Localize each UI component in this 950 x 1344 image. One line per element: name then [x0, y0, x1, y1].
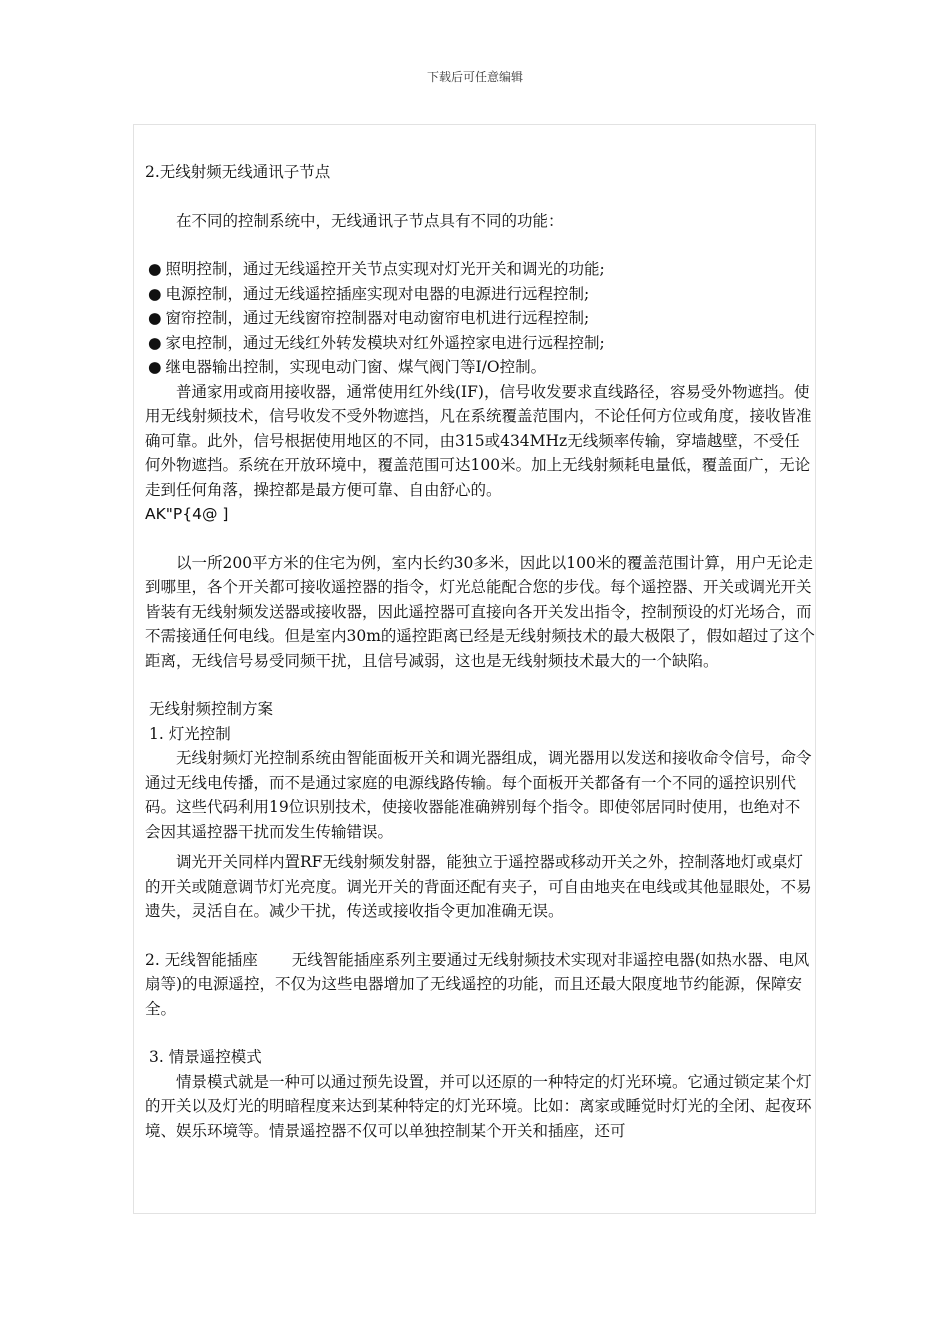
intro-paragraph: 在不同的控制系统中，无线通讯子节点具有不同的功能：	[176, 211, 564, 230]
smart-socket-paragraph: 2. 无线智能插座 无线智能插座系列主要通过无线射频技术实现对非遥控电器(如热水器、电风扇等)的电源遥控，不仅为这些电器增加了无线遥控的功能，而且还最大限度地节约能源，保障安全。	[145, 950, 810, 1018]
paragraph-tail-code: AK"P{4@ ]	[145, 505, 229, 523]
document-body	[145, 160, 815, 1143]
paragraph-receiver: 普通家用或商用接收器，通常使用红外线(IF)，信号收发要求直线路径，容易受外物遮挡。使用无线射频技术，信号收发不受外物遮挡，凡在系统覆盖范围内，不论任何方位或角度，接收皆准确可靠。此外，信号根据使用地区的不同，由315或434MHz无线频率传输，穿墙越壁，不受任何外物遮挡。系统在开放环境中，覆盖范围可达100米。加上无线射频耗电量低，覆盖面广，无论走到任何角落，操控都是最方便可靠、自由舒心的。	[145, 382, 812, 499]
paragraph-house-example: 以一所200平方米的住宅为例，室内长约30多米，因此以100米的覆盖范围计算，用户无论走到哪里，各个开关都可接收遥控器的指令，灯光总能配合您的步伐。每个遥控器、开关或调光开关皆装有无线射频发送器或接收器，因此遥控器可直接向各开关发出指令，控制预设的灯光场合，而不需接通任何电线。但是室内30m的遥控距离已经是无线射频技术的最大极限了，假如超过了这个距离，无线信号易受同频干扰，且信号减弱，这也是无线射频技术最大的一个缺陷。	[145, 553, 815, 670]
dimmer-paragraph: 调光开关同样内置RF无线射频发射器，能独立于遥控器或移动开关之外，控制落地灯或桌灯的开关或随意调节灯光亮度。调光开关的背面还配有夹子，可自由地夹在电线或其他显眼处，不易遗失，灵活自在。减少干扰，传送或接收指令更加准确无误。	[145, 853, 812, 920]
scheme-title: 无线射频控制方案	[149, 700, 274, 718]
bullet-icon: ●	[148, 260, 162, 278]
scene-mode-paragraph: 情景模式就是一种可以通过预先设置，并可以还原的一种特定的灯光环境。它通过锁定某个灯的开关以及灯光的明暗程度来达到某种特定的灯光环境。比如：离家或睡觉时灯光的全闭、起夜环境、娱乐环境等。情景遥控器不仅可以单独控制某个开关和插座，还可	[145, 1072, 812, 1140]
list-item: ● 家电控制，通过无线红外转发模块对红外遥控家电进行远程控制;	[148, 333, 605, 352]
scene-mode-title: 3. 情景遥控模式	[149, 1048, 262, 1066]
smart-socket-title: 2. 无线智能插座	[145, 950, 258, 969]
list-item: ● 继电器输出控制，实现电动门窗、煤气阀门等I/O控制。	[148, 358, 547, 376]
list-item: ● 电源控制，通过无线遥控插座实现对电器的电源进行远程控制;	[148, 284, 590, 303]
bullet-icon: ●	[148, 333, 162, 352]
bullet-icon: ●	[148, 284, 162, 303]
function-list	[145, 257, 815, 380]
bullet-icon: ●	[148, 358, 162, 376]
light-control-paragraph: 无线射频灯光控制系统由智能面板开关和调光器组成，调光器用以发送和接收命令信号，命令通过无线电传播，而不是通过家庭的电源线路传输。每个面板开关都备有一个不同的遥控识别代码。这些代码利用19位识别技术，使接收器能准确辨别每个指令。即使邻居同时使用，也绝对不会因其遥控器干扰而发生传输错误。	[145, 749, 812, 841]
section-title: 2.无线射频无线通讯子节点	[145, 163, 331, 181]
list-item: ● 窗帘控制，通过无线窗帘控制器对电动窗帘电机进行远程控制;	[148, 309, 590, 327]
list-item: ● 照明控制，通过无线遥控开关节点实现对灯光开关和调光的功能;	[148, 260, 605, 278]
page-header: 下载后可任意编辑	[426, 70, 523, 84]
light-control-title: 1. 灯光控制	[149, 724, 231, 743]
bullet-icon: ●	[148, 309, 162, 327]
